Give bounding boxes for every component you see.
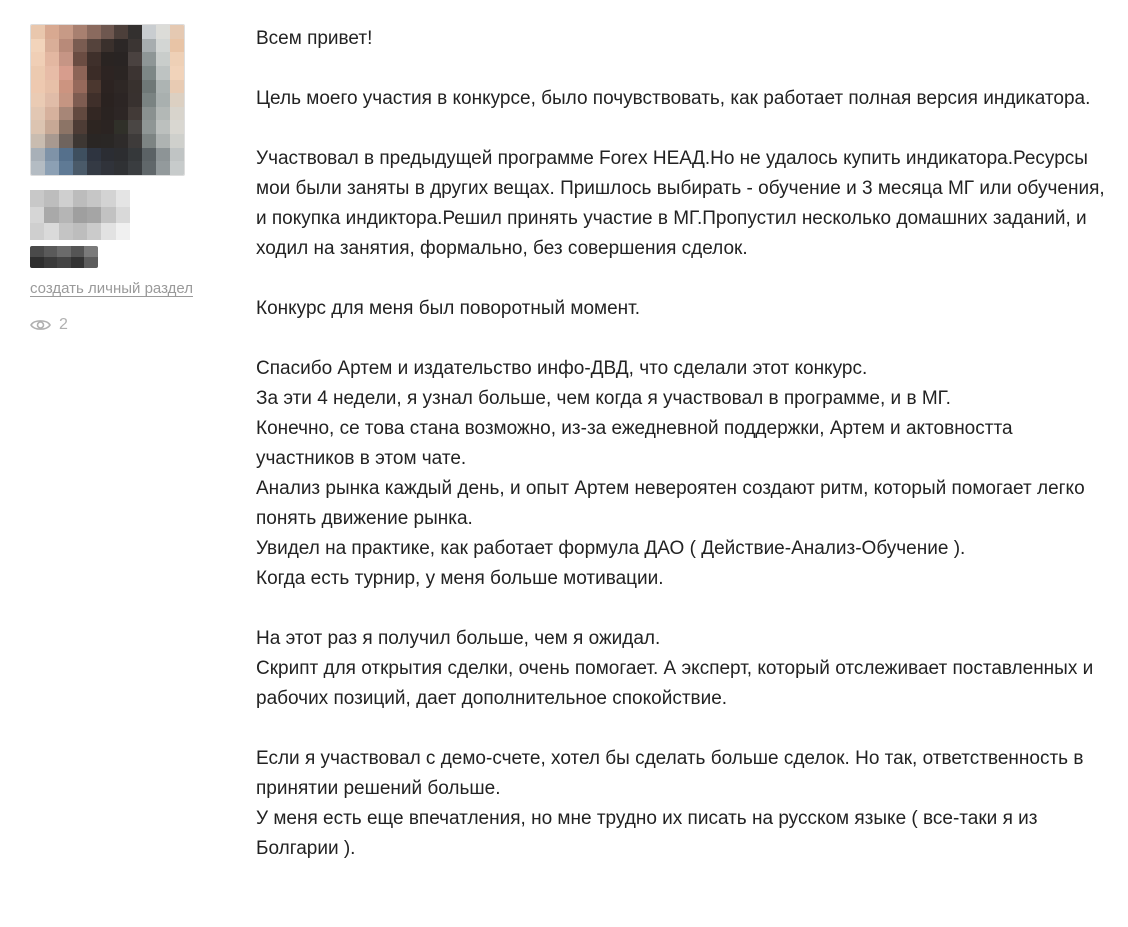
avatar-mosaic-cell [170,80,184,94]
post-line: Конкурс для меня был поворотный момент. [256,298,641,319]
author-name-mosaic-cell [101,223,115,240]
author-name-mosaic-cell [30,207,44,224]
avatar-mosaic-cell [59,80,73,94]
post-paragraph [256,624,1116,714]
avatar-mosaic-cell [45,80,59,94]
avatar-mosaic-cell [87,134,101,148]
rank-badge-mosaic-cell [84,246,98,257]
author-name-mosaic-cell [30,190,44,207]
post-line: Спасибо Артем и издательство инфо-ДВД, что сделали этот конкурс. [256,358,868,379]
rank-badge-mosaic-cell [44,257,58,268]
avatar-mosaic-cell [142,80,156,94]
avatar-mosaic-cell [31,161,45,175]
avatar-mosaic-cell [45,107,59,121]
avatar-mosaic-cell [73,134,87,148]
author-name-mosaic-cell [73,223,87,240]
author-name-mosaic-cell [44,223,58,240]
avatar-mosaic-cell [73,93,87,107]
avatar-mosaic-cell [73,80,87,94]
avatar-mosaic-cell [170,107,184,121]
avatar-mosaic-cell [114,107,128,121]
avatar-mosaic-cell [114,39,128,53]
avatar-mosaic-cell [142,39,156,53]
avatar-mosaic-cell [31,66,45,80]
avatar-mosaic-cell [114,93,128,107]
author-name-mosaic-cell [73,190,87,207]
avatar-mosaic-cell [114,148,128,162]
post-line: Когда есть турнир, у меня больше мотивации. [256,568,664,589]
author-name-mosaic-cell [116,207,130,224]
avatar-mosaic-cell [87,66,101,80]
view-counter [30,316,230,334]
author-name-mosaic-cell [101,190,115,207]
avatar-mosaic-cell [114,52,128,66]
author-name-mosaic-cell [87,190,101,207]
avatar-mosaic-cell [114,66,128,80]
avatar-mosaic-cell [101,66,115,80]
rank-badge-mosaic-cell [44,246,58,257]
author-name-mosaic-cell [59,207,73,224]
avatar-mosaic-cell [59,120,73,134]
author-name-mosaic-cell [59,223,73,240]
avatar-mosaic-cell [128,25,142,39]
avatar-mosaic-cell [128,93,142,107]
author-name-mosaic-cell [44,207,58,224]
avatar-mosaic-cell [128,120,142,134]
author-name-mosaic-cell [44,190,58,207]
avatar-mosaic-cell [59,148,73,162]
avatar-mosaic-cell [142,120,156,134]
avatar-mosaic-cell [45,134,59,148]
rank-badge-mosaic-cell [71,257,85,268]
avatar-mosaic-cell [142,52,156,66]
avatar-mosaic-cell [170,93,184,107]
author-name-mosaic-cell [30,223,44,240]
post-line: У меня есть еще впечатления, но мне трудно их писать на русском языке ( все-таки я из Болгарии ). [256,808,1038,859]
author-name-mosaic-cell [116,223,130,240]
avatar-mosaic-cell [156,52,170,66]
avatar-mosaic-cell [142,66,156,80]
avatar-mosaic-cell [87,161,101,175]
avatar-mosaic-cell [101,25,115,39]
avatar-mosaic-cell [59,66,73,80]
avatar-mosaic-cell [156,107,170,121]
avatar-mosaic-cell [170,25,184,39]
avatar-mosaic-cell [101,52,115,66]
avatar-mosaic-cell [31,25,45,39]
avatar-mosaic-cell [31,80,45,94]
rank-badge-mosaic-cell [84,257,98,268]
avatar-mosaic-cell [73,148,87,162]
post-line: Конечно, се това стана возможно, из-за ежедневной поддержки, Артем и актовността участников в этом чате. [256,418,1013,469]
avatar-mosaic-cell [142,161,156,175]
avatar-mosaic-cell [73,52,87,66]
avatar-mosaic-cell [114,134,128,148]
avatar-mosaic-cell [45,120,59,134]
avatar-mosaic-cell [114,80,128,94]
author-name-mosaic-cell [116,190,130,207]
avatar-mosaic-cell [45,52,59,66]
avatar-mosaic-cell [31,148,45,162]
avatar-mosaic-cell [87,107,101,121]
eye-icon [30,318,51,332]
avatar-mosaic-cell [156,66,170,80]
avatar-mosaic-cell [73,66,87,80]
post-line: Увидел на практике, как работает формула ДАО ( Действие-Анализ-Обучение ). [256,538,966,559]
avatar-mosaic-cell [101,134,115,148]
rank-badge-mosaic-cell [71,246,85,257]
avatar-mosaic-cell [45,148,59,162]
avatar-mosaic-cell [114,161,128,175]
post-line: Скрипт для открытия сделки, очень помогает. А эксперт, который отслеживает поставленных и рабочих позиций, дает дополнительное спокойствие. [256,658,1094,709]
avatar-mosaic-cell [170,134,184,148]
post-line: Участвовал в предыдущей программе Forex HEAД.Но не удалось купить индикатора.Ресурсы мои были заняты в других вещах. Пришлось выбирать - обучение и 3 месяца МГ или обучения, и покупка индиктора.Решил принять участие в МГ.Пропустил несколько домашних заданий, и ходил на занятия, формально, без совершения сделок. [256,148,1105,259]
avatar-mosaic-cell [101,93,115,107]
post-paragraph [256,744,1116,864]
avatar-mosaic-cell [142,93,156,107]
author-name-mosaic-cell [87,223,101,240]
avatar-mosaic-cell [142,107,156,121]
avatar-mosaic-cell [156,39,170,53]
avatar-mosaic-cell [59,161,73,175]
rank-badge-mosaic-cell [57,246,71,257]
avatar-mosaic-cell [87,80,101,94]
post-line: Если я участвовал с демо-счете, хотел бы сделать больше сделок. Но так, ответственность в принятии решений больше. [256,748,1084,799]
view-count: 2 [59,316,68,333]
avatar-mosaic-cell [45,93,59,107]
avatar-mosaic-cell [59,93,73,107]
post-paragraph [256,24,1116,54]
avatar-mosaic-cell [170,120,184,134]
avatar-mosaic-cell [45,25,59,39]
rank-badge-mosaic-cell [57,257,71,268]
avatar-mosaic-cell [101,161,115,175]
avatar-mosaic-cell [101,120,115,134]
author-name-pixelated[interactable] [30,190,130,240]
avatar-mosaic-cell [128,66,142,80]
avatar-mosaic-cell [114,25,128,39]
avatar-mosaic-cell [170,39,184,53]
avatar-mosaic-cell [128,39,142,53]
avatar-mosaic-cell [31,93,45,107]
avatar-mosaic-cell [31,52,45,66]
avatar-mosaic-cell [156,25,170,39]
post-line: На этот раз я получил больше, чем я ожидал. [256,628,661,649]
avatar-mosaic-cell [156,134,170,148]
avatar-mosaic-cell [73,39,87,53]
author-name-mosaic-cell [101,207,115,224]
avatar-mosaic-cell [45,66,59,80]
post-line: Анализ рынка каждый день, и опыт Артем невероятен создают ритм, который помогает легко понять движение рынка. [256,478,1085,529]
avatar-mosaic-cell [156,80,170,94]
avatar-mosaic-cell [142,134,156,148]
author-name-mosaic-cell [87,207,101,224]
avatar-mosaic-cell [87,120,101,134]
rank-badge-pixelated [30,246,98,268]
avatar-mosaic-cell [45,161,59,175]
post-paragraph [256,144,1116,264]
avatar-mosaic-cell [101,148,115,162]
avatar-mosaic-cell [87,25,101,39]
avatar[interactable] [30,24,185,176]
post-line: Всем привет! [256,28,373,49]
avatar-mosaic-cell [128,107,142,121]
avatar-mosaic-cell [87,52,101,66]
avatar-mosaic-cell [128,80,142,94]
author-name-mosaic-cell [59,190,73,207]
avatar-mosaic-cell [73,107,87,121]
avatar-mosaic-cell [45,39,59,53]
avatar-mosaic-cell [31,107,45,121]
avatar-mosaic-cell [101,39,115,53]
avatar-mosaic-cell [170,52,184,66]
avatar-mosaic-cell [128,148,142,162]
avatar-mosaic-cell [59,52,73,66]
avatar-mosaic-cell [59,25,73,39]
avatar-mosaic-cell [101,80,115,94]
avatar-mosaic-cell [170,148,184,162]
avatar-mosaic-cell [156,120,170,134]
post-body [256,24,1116,894]
avatar-mosaic-cell [170,161,184,175]
avatar-mosaic-cell [142,25,156,39]
rank-badge-mosaic-cell [30,257,44,268]
avatar-mosaic-cell [156,161,170,175]
post-paragraph [256,84,1116,114]
post-paragraph [256,294,1116,324]
avatar-mosaic-cell [114,120,128,134]
avatar-mosaic-cell [59,107,73,121]
avatar-mosaic-cell [87,39,101,53]
avatar-mosaic-cell [73,161,87,175]
avatar-mosaic-cell [87,93,101,107]
avatar-mosaic-cell [59,134,73,148]
post-line: За эти 4 недели, я узнал больше, чем когда я участвовал в программе, и в МГ. [256,388,951,409]
post-line: Цель моего участия в конкурсе, было почувствовать, как работает полная версия индикатора. [256,88,1091,109]
rank-badge-mosaic-cell [30,246,44,257]
avatar-mosaic-cell [31,134,45,148]
avatar-mosaic-cell [59,39,73,53]
avatar-mosaic-cell [142,148,156,162]
avatar-mosaic-cell [31,39,45,53]
avatar-mosaic-cell [101,107,115,121]
post-paragraph [256,354,1116,594]
avatar-mosaic-cell [156,93,170,107]
avatar-mosaic-cell [128,161,142,175]
author-sidebar [30,24,230,334]
avatar-mosaic-cell [170,66,184,80]
avatar-mosaic-cell [31,120,45,134]
avatar-mosaic-cell [156,148,170,162]
create-personal-section-link[interactable]: создать личный раздел [30,280,193,297]
avatar-mosaic-cell [73,120,87,134]
avatar-mosaic-cell [128,52,142,66]
avatar-mosaic-cell [87,148,101,162]
avatar-mosaic-cell [73,25,87,39]
author-name-mosaic-cell [73,207,87,224]
avatar-mosaic-cell [128,134,142,148]
